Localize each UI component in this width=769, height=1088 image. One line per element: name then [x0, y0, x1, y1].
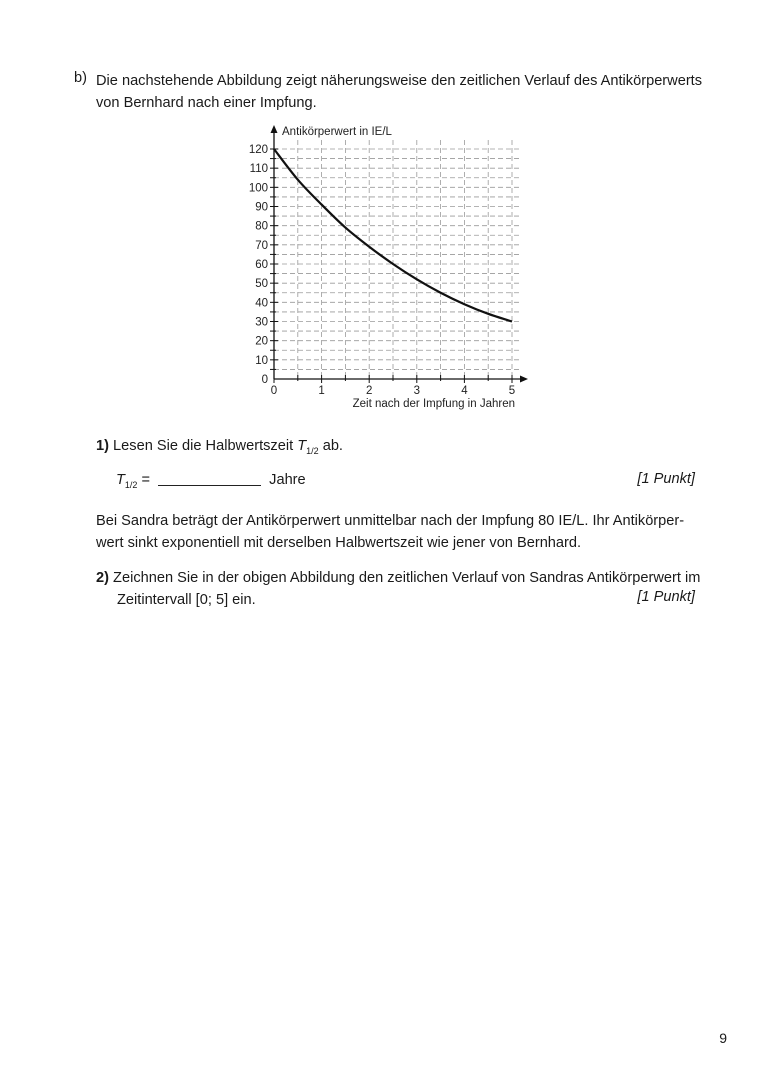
x-tick-label: 4	[461, 385, 468, 397]
y-tick-label: 120	[248, 144, 268, 156]
question-1-text: Lesen Sie die Halbwertszeit	[113, 438, 294, 454]
x-tick-label: 5	[508, 385, 516, 397]
intro-line-2: von Bernhard nach einer Impfung.	[96, 95, 317, 111]
formula-equals: =	[141, 472, 151, 488]
sandra-text	[96, 510, 684, 554]
intro-line-1: Die nachstehende Abbildung zeigt näherungsweise den zeitlichen Verlauf des Antikörperwerts	[96, 73, 703, 89]
question-1-number: 1)	[96, 438, 109, 454]
question-2-points: [1 Punkt]	[637, 589, 695, 605]
part-label: b)	[74, 70, 87, 86]
y-tick-label: 30	[255, 316, 268, 329]
half-life-var: T	[297, 438, 307, 454]
x-tick-label: 1	[318, 385, 325, 397]
y-tick-label: 100	[248, 182, 268, 195]
y-axis-arrow	[271, 125, 278, 133]
question-2-line-2: Zeitintervall [0; 5] ein.	[117, 592, 256, 608]
page-number: 9	[719, 1030, 727, 1046]
answer-formula	[116, 471, 306, 490]
question-1	[96, 438, 343, 456]
sandra-line-1: Bei Sandra beträgt der Antikörperwert unmittelbar nach der Impfung 80 IE/L. Ihr Antikörper-	[96, 513, 685, 529]
x-axis-label: Zeit nach der Impfung in Jahren	[352, 398, 515, 410]
antibody-chart	[232, 120, 532, 420]
y-axis-label: Antikörperwert in IE/L	[282, 126, 392, 138]
question-1-points: [1 Punkt]	[637, 471, 695, 487]
x-axis-arrow	[520, 376, 528, 383]
answer-blank[interactable]	[158, 471, 261, 486]
question-1-text-after: ab.	[322, 438, 343, 454]
chart-svg	[232, 120, 532, 420]
y-tick-label: 60	[255, 259, 268, 271]
x-tick-label: 3	[413, 385, 421, 397]
y-tick-label: 0	[261, 374, 268, 386]
question-2-line-1: Zeichnen Sie in der obigen Abbildung den zeitlichen Verlauf von Sandras Antikörperwert im	[113, 570, 701, 586]
formula-unit: Jahre	[269, 472, 306, 488]
question-2	[96, 567, 700, 611]
y-tick-label: 80	[255, 220, 268, 233]
formula-var: T	[116, 472, 125, 488]
y-tick-label: 20	[255, 335, 268, 348]
y-tick-label: 10	[255, 354, 268, 367]
formula-sub: 1/2	[124, 479, 138, 490]
y-tick-label: 90	[255, 201, 268, 214]
y-tick-label: 50	[255, 278, 268, 291]
x-tick-label: 0	[270, 385, 278, 397]
sandra-line-2: wert sinkt exponentiell mit derselben Halbwertszeit wie jener von Bernhard.	[96, 535, 582, 551]
y-tick-label: 40	[255, 297, 268, 310]
y-tick-label: 110	[249, 163, 268, 176]
half-life-sub: 1/2	[306, 445, 319, 456]
x-tick-label: 2	[365, 385, 373, 397]
y-tick-label: 70	[255, 239, 268, 252]
intro-text	[96, 70, 702, 114]
question-2-number: 2)	[96, 570, 109, 586]
